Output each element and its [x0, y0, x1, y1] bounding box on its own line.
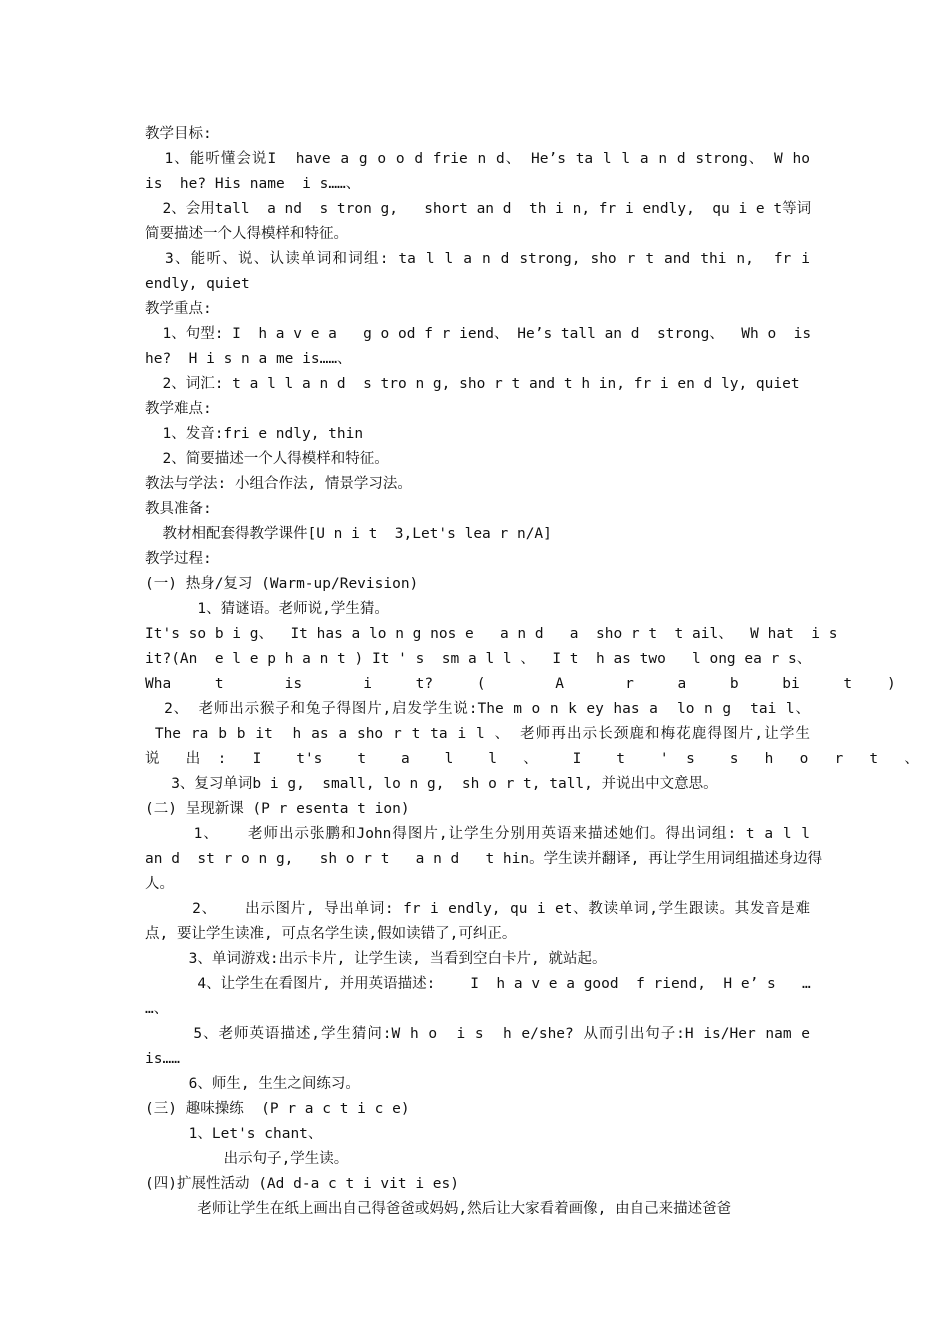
text-line: 1、猜谜语。老师说,学生猜。 [145, 601, 389, 617]
text-line: 3、单词游戏:出示卡片, 让学生读, 当看到空白卡片, 就站起。 [145, 951, 607, 967]
text-line: …、 [145, 1001, 169, 1017]
text-line: 教法与学法: 小组合作法, 情景学习法。 [145, 476, 412, 492]
text-line: Wha t is i t? ( A r a b bi t ) [145, 676, 896, 692]
section-heading-difficulties: 教学难点: [145, 401, 212, 417]
section-heading-objectives: 教学目标: [145, 126, 212, 142]
text-line: 6、师生, 生生之间练习。 [145, 1076, 360, 1092]
text-line: 1、句型: I h a v e a g o od f r iend、 He’s tall an d strong、 Wh o is [145, 326, 812, 342]
text-line: 1、 老师出示张鹏和John得图片,让学生分别用英语来描述她们。得出词组: t a l l [145, 826, 811, 842]
text-line: is…… [145, 1051, 180, 1067]
text-line: it?(An e l e p h a n t ) It ' s sm a l l 、 I t h as two l ong ea r s、 [145, 651, 812, 667]
text-line: 人。 [145, 876, 174, 892]
text-line: 2、会用tall a nd s tron g, short an d th i n, fr i endly, qu i e t等词 [145, 201, 812, 217]
text-line: 说 出 : I t's t a l l 、 I t ' s s h o r t 、 [145, 751, 919, 767]
text-line: 1、Let's chant、 [145, 1126, 323, 1142]
text-line: 教材相配套得教学课件[U n i t 3,Let's lea r n/A] [145, 526, 552, 542]
text-line: 1、发音:fri e ndly, thin [145, 426, 364, 442]
text-line: 出示句子,学生读。 [145, 1151, 349, 1167]
text-line: 4、让学生在看图片, 并用英语描述: I h a v e a good f riend, H e’ s … [145, 976, 811, 992]
text-line: 点, 要让学生读准, 可点名学生读,假如读错了,可纠正。 [145, 926, 517, 942]
text-line: 简要描述一个人得模样和特征。 [145, 226, 348, 242]
text-line: 2、词汇: t a l l a n d s tro n g, sho r t and t h in, fr i en d ly, quiet [145, 376, 800, 392]
text-line: 2、简要描述一个人得模样和特征。 [145, 451, 389, 467]
subsection-heading: (三) 趣味操练 (P r a c t i c e) [145, 1101, 410, 1117]
text-line: an d st r o n g, sh o r t a n d t hin。学生读并翻译, 再让学生用词组描述身边得 [145, 851, 823, 867]
text-line: 3、复习单词b i g, small, lo n g, sh o r t, tall, 并说出中文意思。 [145, 776, 718, 792]
section-heading-materials: 教具准备: [145, 501, 212, 517]
text-line: 老师让学生在纸上画出自己得爸爸或妈妈,然后让大家看着画像, 由自己来描述爸爸 [145, 1201, 732, 1217]
text-line: is he? His name i s……、 [145, 176, 361, 192]
subsection-heading: (一) 热身/复习 (Warm-up/Revision) [145, 576, 419, 592]
text-line: 2、 出示图片, 导出单词: fr i endly, qu i et、教读单词,学生跟读。其发音是难 [145, 901, 810, 917]
text-line: It's so b i g、 It has a lo n g nos e a n d a sho r t t ail、 W hat i s [145, 626, 838, 642]
text-line: 3、能听、说、认读单词和词组: ta l l a n d strong, sho r t and thi n, fr i [145, 251, 810, 267]
subsection-heading: (二) 呈现新课 (P r esenta t ion) [145, 801, 410, 817]
text-line: 2、 老师出示猴子和兔子得图片,启发学生说:The m o n k ey has a lo n g tai l、 [145, 701, 810, 717]
text-line: The ra b b it h as a sho r t ta i l 、 老师再出示长颈鹿和梅花鹿得图片,让学生 [145, 726, 810, 742]
text-line: endly, quiet [145, 276, 250, 292]
text-line: he? H i s n a me is……、 [145, 351, 352, 367]
text-line: 5、老师英语描述,学生猜问:W h o i s h e/she? 从而引出句子:H is/Her nam e [145, 1026, 810, 1042]
section-heading-process: 教学过程: [145, 551, 212, 567]
subsection-heading: (四)扩展性活动 (Ad d-a c t i vit i es) [145, 1176, 459, 1192]
text-line: 1、能听懂会说I have a g o o d frie n d、 He’s ta l l a n d strong、 W ho [145, 151, 810, 167]
section-heading-key-points: 教学重点: [145, 301, 212, 317]
